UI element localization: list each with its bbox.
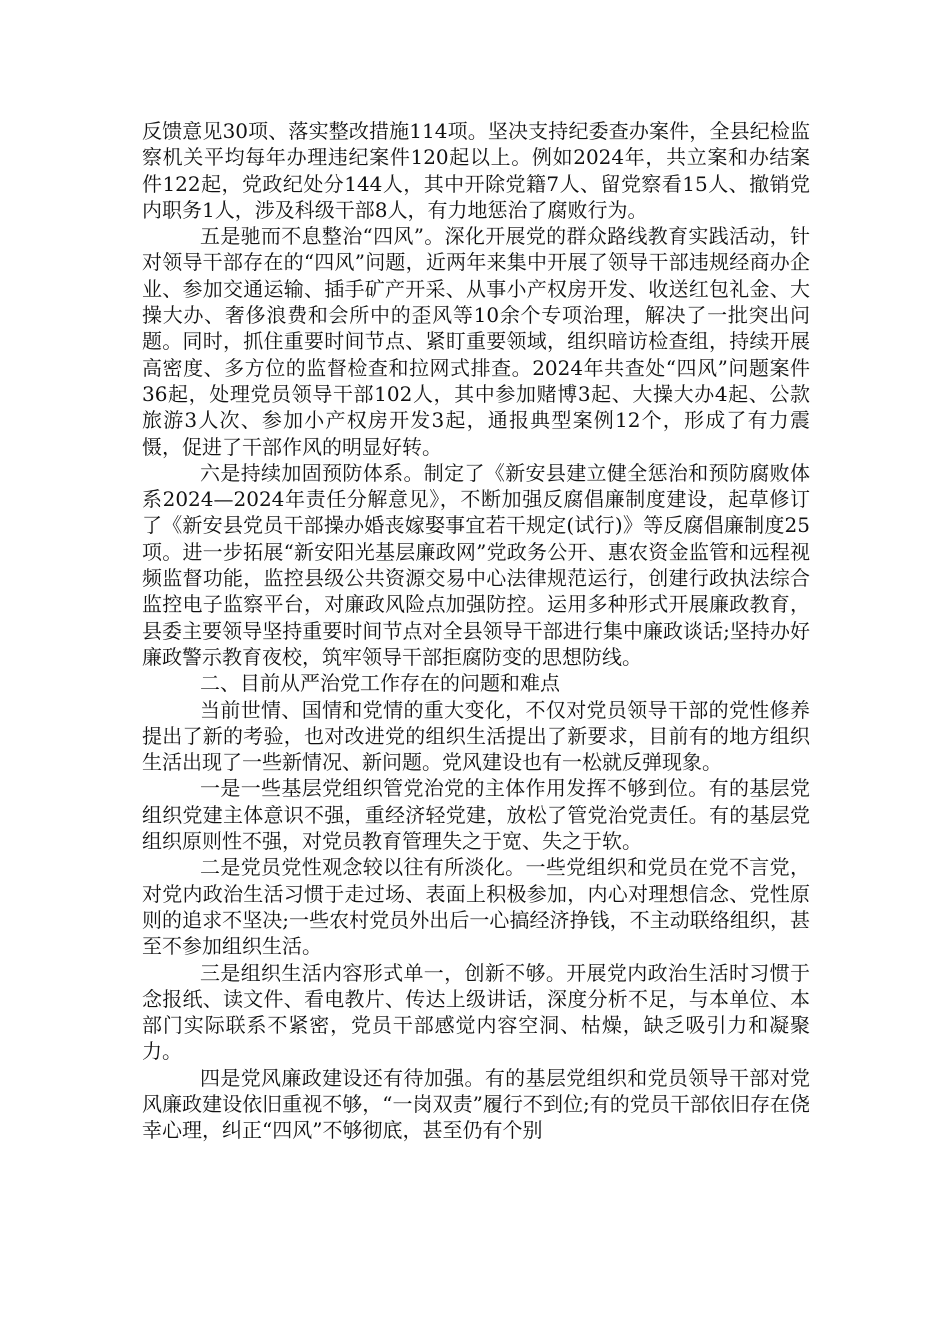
paragraph-3: 六是持续加固预防体系。制定了《新安县建立健全惩治和预防腐败体系2024—2024年责任分解意见》，不断加强反腐倡廉制度建设，起草修订了《新安县党员干部操办婚丧嫁娶事宜若干规定(试行)》等反腐倡廉制度25项。进一步拓展“新安阳光基层廉政网”党政务公开、惠农资金监管和远程视频监督功能，监控县级公共资源交易中心法律规范运行，创建行政执法综合监控电子监察平台，对廉政风险点加强防控。运用多种形式开展廉政教育，县委主要领导坚持重要时间节点对全县领导干部进行集中廉政谈话;坚持办好廉政警示教育夜校，筑牢领导干部拒腐防变的思想防线。: [142, 460, 810, 669]
paragraph-5: 当前世情、国情和党情的重大变化，不仅对党员领导干部的党性修养提出了新的考验，也对改进党的组织生活提出了新要求，目前有的地方组织生活出现了一些新情况、新问题。党风建设也有一松就反弹现象。: [142, 697, 810, 775]
paragraph-6: 一是一些基层党组织管党治党的主体作用发挥不够到位。有的基层党组织党建主体意识不强，重经济轻党建，放松了管党治党责任。有的基层党组织原则性不强，对党员教育管理失之于宽、失之于软。: [142, 776, 810, 854]
paragraph-2: 五是驰而不息整治“四风”。深化开展党的群众路线教育实践活动，针对领导干部存在的“四风”问题，近两年来集中开展了领导干部违规经商办企业、参加交通运输、插手矿产开采、从事小产权房开发、收送红包礼金、大操大办、奢侈浪费和会所中的歪风等10余个专项治理，解决了一批突出问题。同时，抓住重要时间节点、紧盯重要领域，组织暗访检查组，持续开展高密度、多方位的监督检查和拉网式排查。2024年共查处“四风”问题案件36起，处理党员领导干部102人，其中参加赌博3起、大操大办4起、公款旅游3人次、参加小产权房开发3起，通报典型案例12个，形成了有力震慑，促进了干部作风的明显好转。: [142, 224, 810, 459]
paragraph-9: 四是党风廉政建设还有待加强。有的基层党组织和党员领导干部对党风廉政建设依旧重视不够，“一岗双责”履行不到位;有的党员干部依旧存在侥幸心理，纠正“四风”不够彻底，甚至仍有个别: [142, 1065, 810, 1143]
paragraph-1: 反馈意见30项、落实整改措施114项。坚决支持纪委查办案件，全县纪检监察机关平均每年办理违纪案件120起以上。例如2024年，共立案和办结案件122起，党政纪处分144人，其中开除党籍7人、留党察看15人、撤销党内职务1人，涉及科级干部8人，有力地惩治了腐败行为。: [142, 119, 810, 222]
paragraph-7: 二是党员党性观念较以往有所淡化。一些党组织和党员在党不言党，对党内政治生活习惯于走过场、表面上积极参加，内心对理想信念、党性原则的追求不坚决;一些农村党员外出后一心搞经济挣钱，不主动联络组织，甚至不参加组织生活。: [142, 855, 810, 959]
document-body: [142, 118, 810, 1144]
section-heading: 二、目前从严治党工作存在的问题和难点: [200, 671, 560, 696]
paragraph-8: 三是组织生活内容形式单一，创新不够。开展党内政治生活时习惯于念报纸、读文件、看电教片、传达上级讲话，深度分析不足，与本单位、本部门实际联系不紧密，党员干部感觉内容空洞、枯燥，缺乏吸引力和凝聚力。: [142, 960, 810, 1064]
